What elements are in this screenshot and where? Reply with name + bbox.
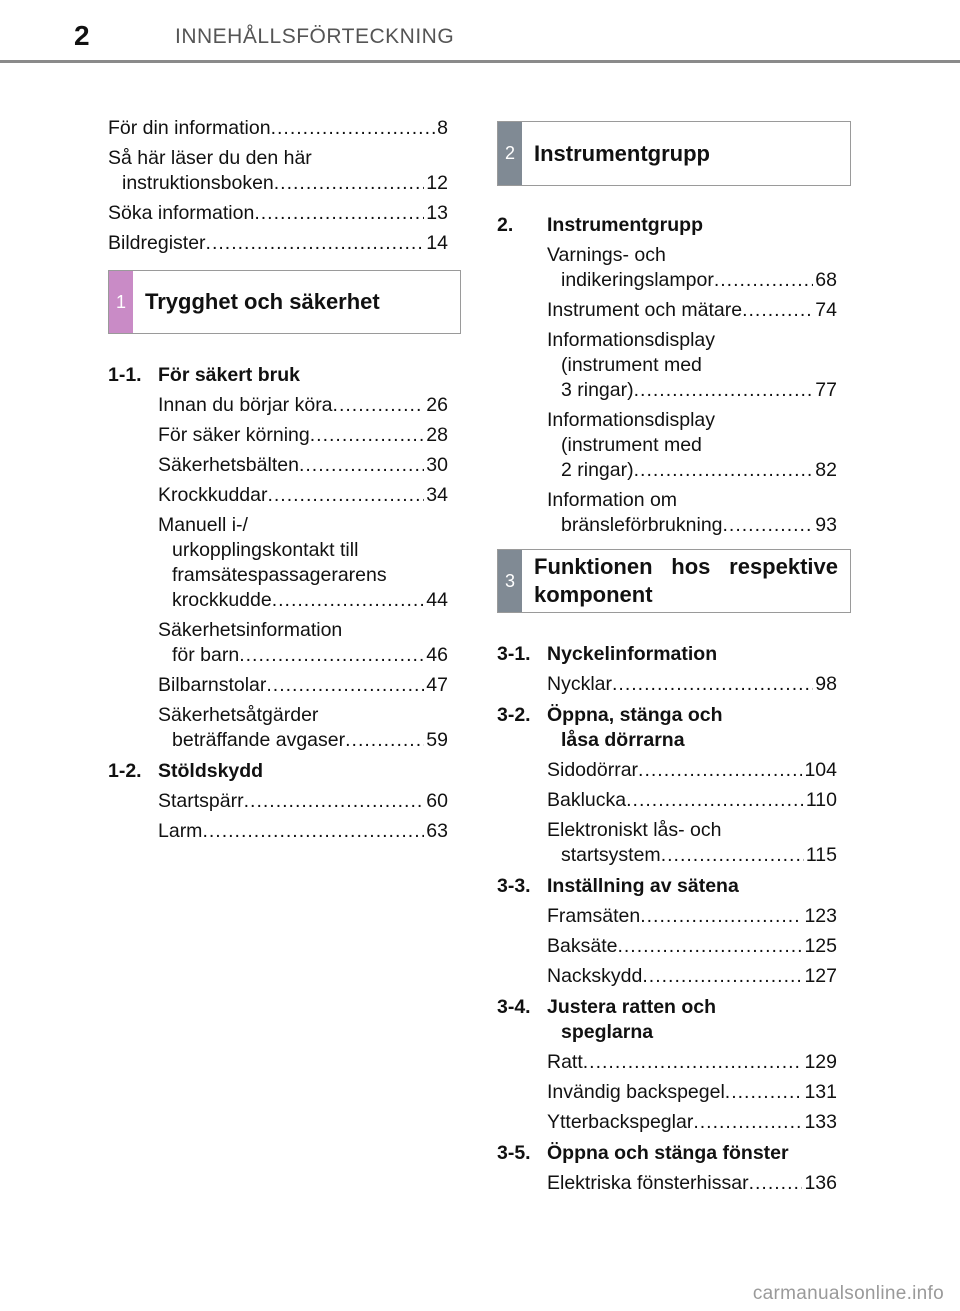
- toc-entry[interactable]: [108, 146, 448, 196]
- chapter-3-list: [497, 636, 837, 1201]
- toc-entry[interactable]: [547, 408, 837, 483]
- toc-entry[interactable]: [547, 1050, 837, 1075]
- section-number: 3-4.: [497, 996, 531, 1018]
- toc-entry-label: Så här läser du den här: [108, 147, 312, 169]
- toc-entry-label: bränsleförbrukning: [561, 514, 723, 536]
- section-title: Öppna och stänga fönster: [547, 1142, 789, 1164]
- toc-entry-label: Framsäten: [547, 905, 641, 927]
- section-number: 1-2.: [108, 760, 142, 782]
- toc-entry[interactable]: [547, 788, 837, 813]
- toc-entry[interactable]: [547, 1080, 837, 1105]
- toc-entry-label: (instrument med: [561, 434, 702, 456]
- toc-entry[interactable]: [158, 789, 448, 814]
- toc-entry[interactable]: [158, 453, 448, 478]
- toc-page-number: 93: [815, 514, 837, 536]
- page-header: [0, 0, 960, 62]
- toc-page-number: 127: [804, 965, 837, 987]
- toc-entry[interactable]: [158, 513, 448, 613]
- toc-entry-label: (instrument med: [561, 354, 702, 376]
- toc-entry-label: startsystem: [561, 844, 661, 866]
- toc-entry-label: Instrument och mätare: [547, 299, 743, 321]
- toc-entry[interactable]: [547, 1110, 837, 1135]
- toc-entry-label: Bildregister: [108, 232, 206, 254]
- section-title: speglarna: [561, 1021, 654, 1043]
- toc-entry-label: krockkudde: [172, 589, 272, 611]
- toc-page-number: 129: [804, 1051, 837, 1073]
- toc-entry-label: urkopplingskontakt till: [172, 539, 359, 561]
- toc-entry-label: Varnings- och: [547, 244, 666, 266]
- section-title: låsa dörrarna: [561, 729, 685, 751]
- toc-entry-label: 2 ringar): [561, 459, 634, 481]
- section-title: Öppna, stänga och: [547, 704, 723, 726]
- section-number: 3-5.: [497, 1142, 531, 1164]
- header-divider: [0, 60, 960, 63]
- toc-page-number: 68: [815, 269, 837, 291]
- toc-entry[interactable]: [547, 672, 837, 697]
- left-column: [108, 116, 448, 261]
- toc-entry-label: Invändig backspegel: [547, 1081, 725, 1103]
- toc-page-number: 47: [426, 674, 448, 696]
- toc-entry-label: Söka information: [108, 202, 255, 224]
- toc-entry[interactable]: [158, 703, 448, 753]
- toc-entry[interactable]: [108, 116, 448, 141]
- section-title: Inställning av sätena: [547, 875, 739, 897]
- section-number: 3-3.: [497, 875, 531, 897]
- toc-page-number: 77: [815, 379, 837, 401]
- toc-entry[interactable]: [547, 488, 837, 538]
- toc-entry[interactable]: [547, 934, 837, 959]
- toc-page-number: 74: [815, 299, 837, 321]
- toc-entry-label: indikeringslampor: [561, 269, 714, 291]
- toc-page-number: 104: [804, 759, 837, 781]
- toc-entry[interactable]: [547, 964, 837, 989]
- toc-entry-label: Elektriska fönsterhissar: [547, 1172, 749, 1194]
- watermark: carmanualsonline.info: [752, 1283, 944, 1304]
- toc-entry-label: Krockkuddar: [158, 484, 268, 506]
- toc-page-number: 46: [426, 644, 448, 666]
- chapter-title: Trygghet och säkerhet: [145, 289, 380, 314]
- toc-page-number: 34: [426, 484, 448, 506]
- chapter-title: Funktionen hos respektive komponent: [534, 554, 838, 607]
- toc-page-number: 110: [805, 789, 837, 811]
- section-title: Stöldskydd: [158, 760, 264, 782]
- section-number: 3-2.: [497, 704, 531, 726]
- section-heading[interactable]: [497, 642, 837, 667]
- toc-page-number: 98: [815, 673, 837, 695]
- toc-page-number: 136: [804, 1172, 837, 1194]
- toc-entry-label: instruktionsboken: [122, 172, 274, 194]
- toc-entry[interactable]: [158, 393, 448, 418]
- section-number: 1-1.: [108, 364, 142, 386]
- section-heading[interactable]: [497, 703, 837, 753]
- toc-entry[interactable]: [547, 243, 837, 293]
- toc-page-number: 60: [426, 790, 448, 812]
- toc-entry-label: Sidodörrar: [547, 759, 639, 781]
- section-number: 3-1.: [497, 643, 531, 665]
- toc-entry-label: Säkerhetsinformation: [158, 619, 343, 641]
- toc-entry-label: Säkerhetsåtgärder: [158, 704, 319, 726]
- toc-entry-label: För säker körning: [158, 424, 310, 446]
- toc-entry[interactable]: [158, 673, 448, 698]
- section-heading[interactable]: [497, 1141, 837, 1166]
- toc-page-number: 63: [426, 820, 448, 842]
- section-title: Justera ratten och: [547, 996, 717, 1018]
- toc-entry[interactable]: [158, 483, 448, 508]
- toc-page-number: 28: [426, 424, 448, 446]
- toc-entry[interactable]: [108, 201, 448, 226]
- toc-entry-label: Informationsdisplay: [547, 329, 715, 351]
- section-heading[interactable]: [497, 213, 837, 238]
- toc-entry[interactable]: [547, 904, 837, 929]
- toc-entry-label: Manuell i-/: [158, 514, 248, 536]
- section-heading[interactable]: [497, 874, 837, 899]
- toc-entry-label: framsätespassagerarens: [172, 564, 387, 586]
- toc-entry-label: Nackskydd: [547, 965, 643, 987]
- toc-entry-label: Elektroniskt lås- och: [547, 819, 722, 841]
- toc-entry-label: Larm: [158, 820, 203, 842]
- toc-page-number: 12: [426, 172, 448, 194]
- section-heading[interactable]: [108, 363, 448, 388]
- section-heading[interactable]: [497, 995, 837, 1045]
- chapter-3-header[interactable]: [497, 549, 851, 613]
- toc-entry-label: Startspärr: [158, 790, 244, 812]
- page-number: 2: [74, 20, 90, 51]
- toc-page-number: 133: [804, 1111, 837, 1133]
- chapter-1-list: [108, 357, 448, 849]
- toc-page-number: 44: [426, 589, 448, 611]
- toc-page-number: 26: [426, 394, 448, 416]
- toc-page-number: 13: [426, 202, 448, 224]
- toc-page-number: 131: [804, 1081, 837, 1103]
- chapter-2-list: [497, 207, 837, 543]
- toc-page-number: 30: [426, 454, 448, 476]
- toc-entry-label: Innan du börjar köra: [158, 394, 333, 416]
- toc-entry[interactable]: [158, 423, 448, 448]
- toc-page-number: 14: [426, 232, 448, 254]
- toc-page-number: 82: [815, 459, 837, 481]
- toc-entry-label: Nycklar: [547, 673, 613, 695]
- section-title: För säkert bruk: [158, 364, 300, 386]
- toc-page-number: 8: [437, 117, 448, 139]
- toc-entry-label: Ytterbackspeglar: [547, 1111, 694, 1133]
- toc-entry[interactable]: [547, 1171, 837, 1196]
- toc-page-number: 59: [426, 729, 448, 751]
- chapter-number-tab: 1: [109, 271, 133, 333]
- toc-entry[interactable]: [158, 618, 448, 668]
- toc-entry[interactable]: [158, 819, 448, 844]
- toc-page-number: 123: [804, 905, 837, 927]
- toc-entry-label: Information om: [547, 489, 678, 511]
- header-title: INNEHÅLLSFÖRTECKNING: [175, 25, 455, 48]
- toc-entry-label: Baksäte: [547, 935, 618, 957]
- section-title: Instrumentgrupp: [547, 214, 703, 236]
- section-number: 2.: [497, 214, 514, 236]
- toc-entry[interactable]: [547, 298, 837, 323]
- toc-entry[interactable]: [547, 328, 837, 403]
- toc-page-number: 115: [805, 844, 837, 866]
- section-heading[interactable]: [108, 759, 448, 784]
- toc-entry-label: Bilbarnstolar: [158, 674, 267, 696]
- toc-entry-label: För din information: [108, 117, 271, 139]
- toc-page-number: 125: [804, 935, 837, 957]
- toc-entry-label: Säkerhetsbälten: [158, 454, 299, 476]
- toc-entry[interactable]: [108, 231, 448, 256]
- section-title: Nyckelinformation: [547, 643, 718, 665]
- chapter-number-tab: 3: [498, 550, 522, 612]
- toc-entry-label: Ratt: [547, 1051, 583, 1073]
- chapter-1-header[interactable]: [108, 270, 461, 334]
- chapter-2-header[interactable]: [497, 121, 851, 186]
- toc-entry-label: Baklucka: [547, 789, 627, 811]
- toc-entry-label: 3 ringar): [561, 379, 634, 401]
- toc-entry-label: beträffande avgaser: [172, 729, 346, 751]
- chapter-title: Instrumentgrupp: [534, 140, 710, 166]
- toc-entry-label: för barn: [172, 644, 240, 666]
- chapter-number-tab: 2: [498, 122, 522, 185]
- toc-entry[interactable]: [547, 758, 837, 783]
- toc-entry[interactable]: [547, 818, 837, 868]
- toc-entry-label: Informationsdisplay: [547, 409, 715, 431]
